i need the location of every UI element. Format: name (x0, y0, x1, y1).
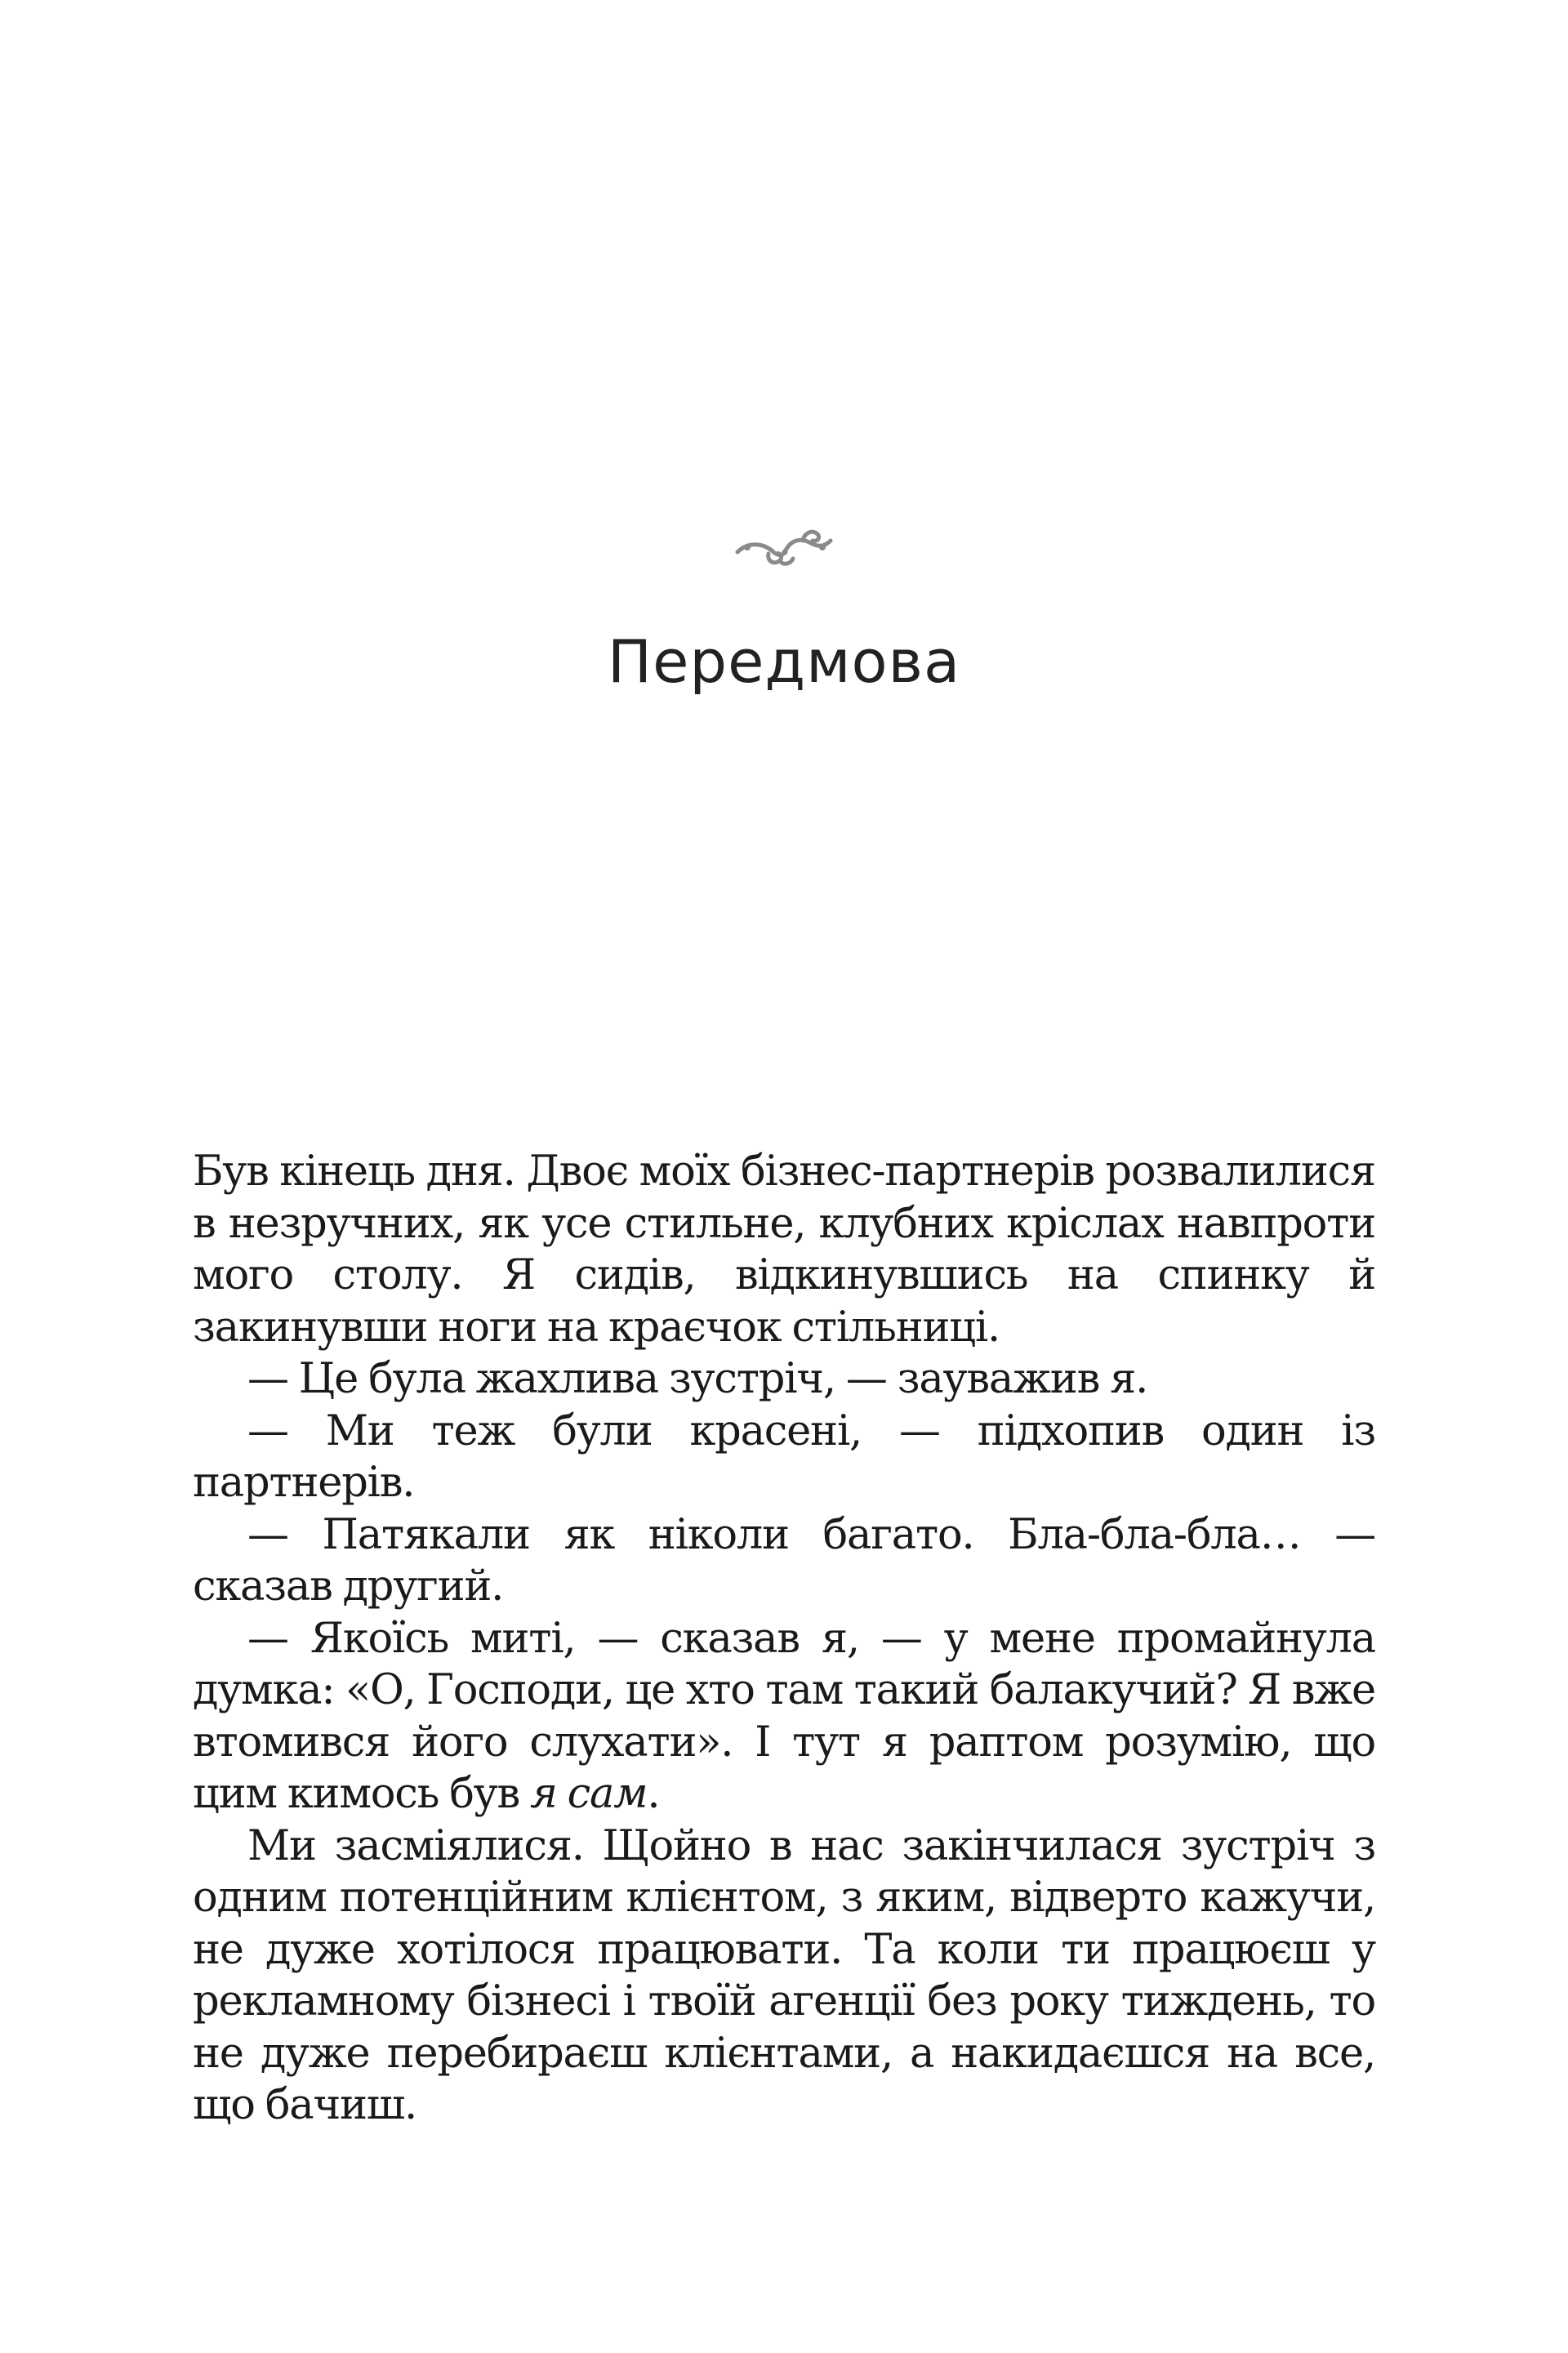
fleuron-ornament-icon (731, 523, 837, 572)
paragraph-2: — Це була жахлива зустріч, — зауважив я. (247, 1355, 1148, 1403)
paragraph-5-emphasis: я сам (530, 1770, 648, 1818)
paragraph-5-end: . (647, 1770, 660, 1818)
paragraph-4: — Патякали як ніколи багато. Бла-бла-бла… — сказав другий. (193, 1510, 1375, 1611)
paragraph-3: — Ми теж були красені, — підхопив один із партнерів. (193, 1406, 1375, 1507)
chapter-title: Передмова (607, 627, 961, 696)
body-text (193, 1146, 1375, 2132)
paragraph-6: Ми засміялися. Щойно в нас закінчилася зустріч з одним потенційним клієнтом, з яким, відверто кажучи, не дуже хотілося працювати. Та коли ти працюєш у рекламному бізнесі і твоїй агенції без року тиждень, то не дуже перебираєш клієнтами, а накидаєшся на все, що бачиш. (193, 1821, 1375, 2129)
paragraph-5-text: — Якоїсь миті, — сказав я, — у мене промайнула думка: «О, Господи, це хто там такий балакучий? Я вже втомився його слухати». І тут я раптом розумію, що цим кимось був (193, 1614, 1375, 1818)
paragraph-1: Був кінець дня. Двоє моїх бізнес-партнерів розвалилися в незручних, як усе стильне, клубних кріслах навпроти мого столу. Я сидів, відкинувшись на спинку й закинувши ноги на краєчок стільниці. (193, 1148, 1375, 1352)
paragraph-5 (193, 1613, 1375, 1820)
